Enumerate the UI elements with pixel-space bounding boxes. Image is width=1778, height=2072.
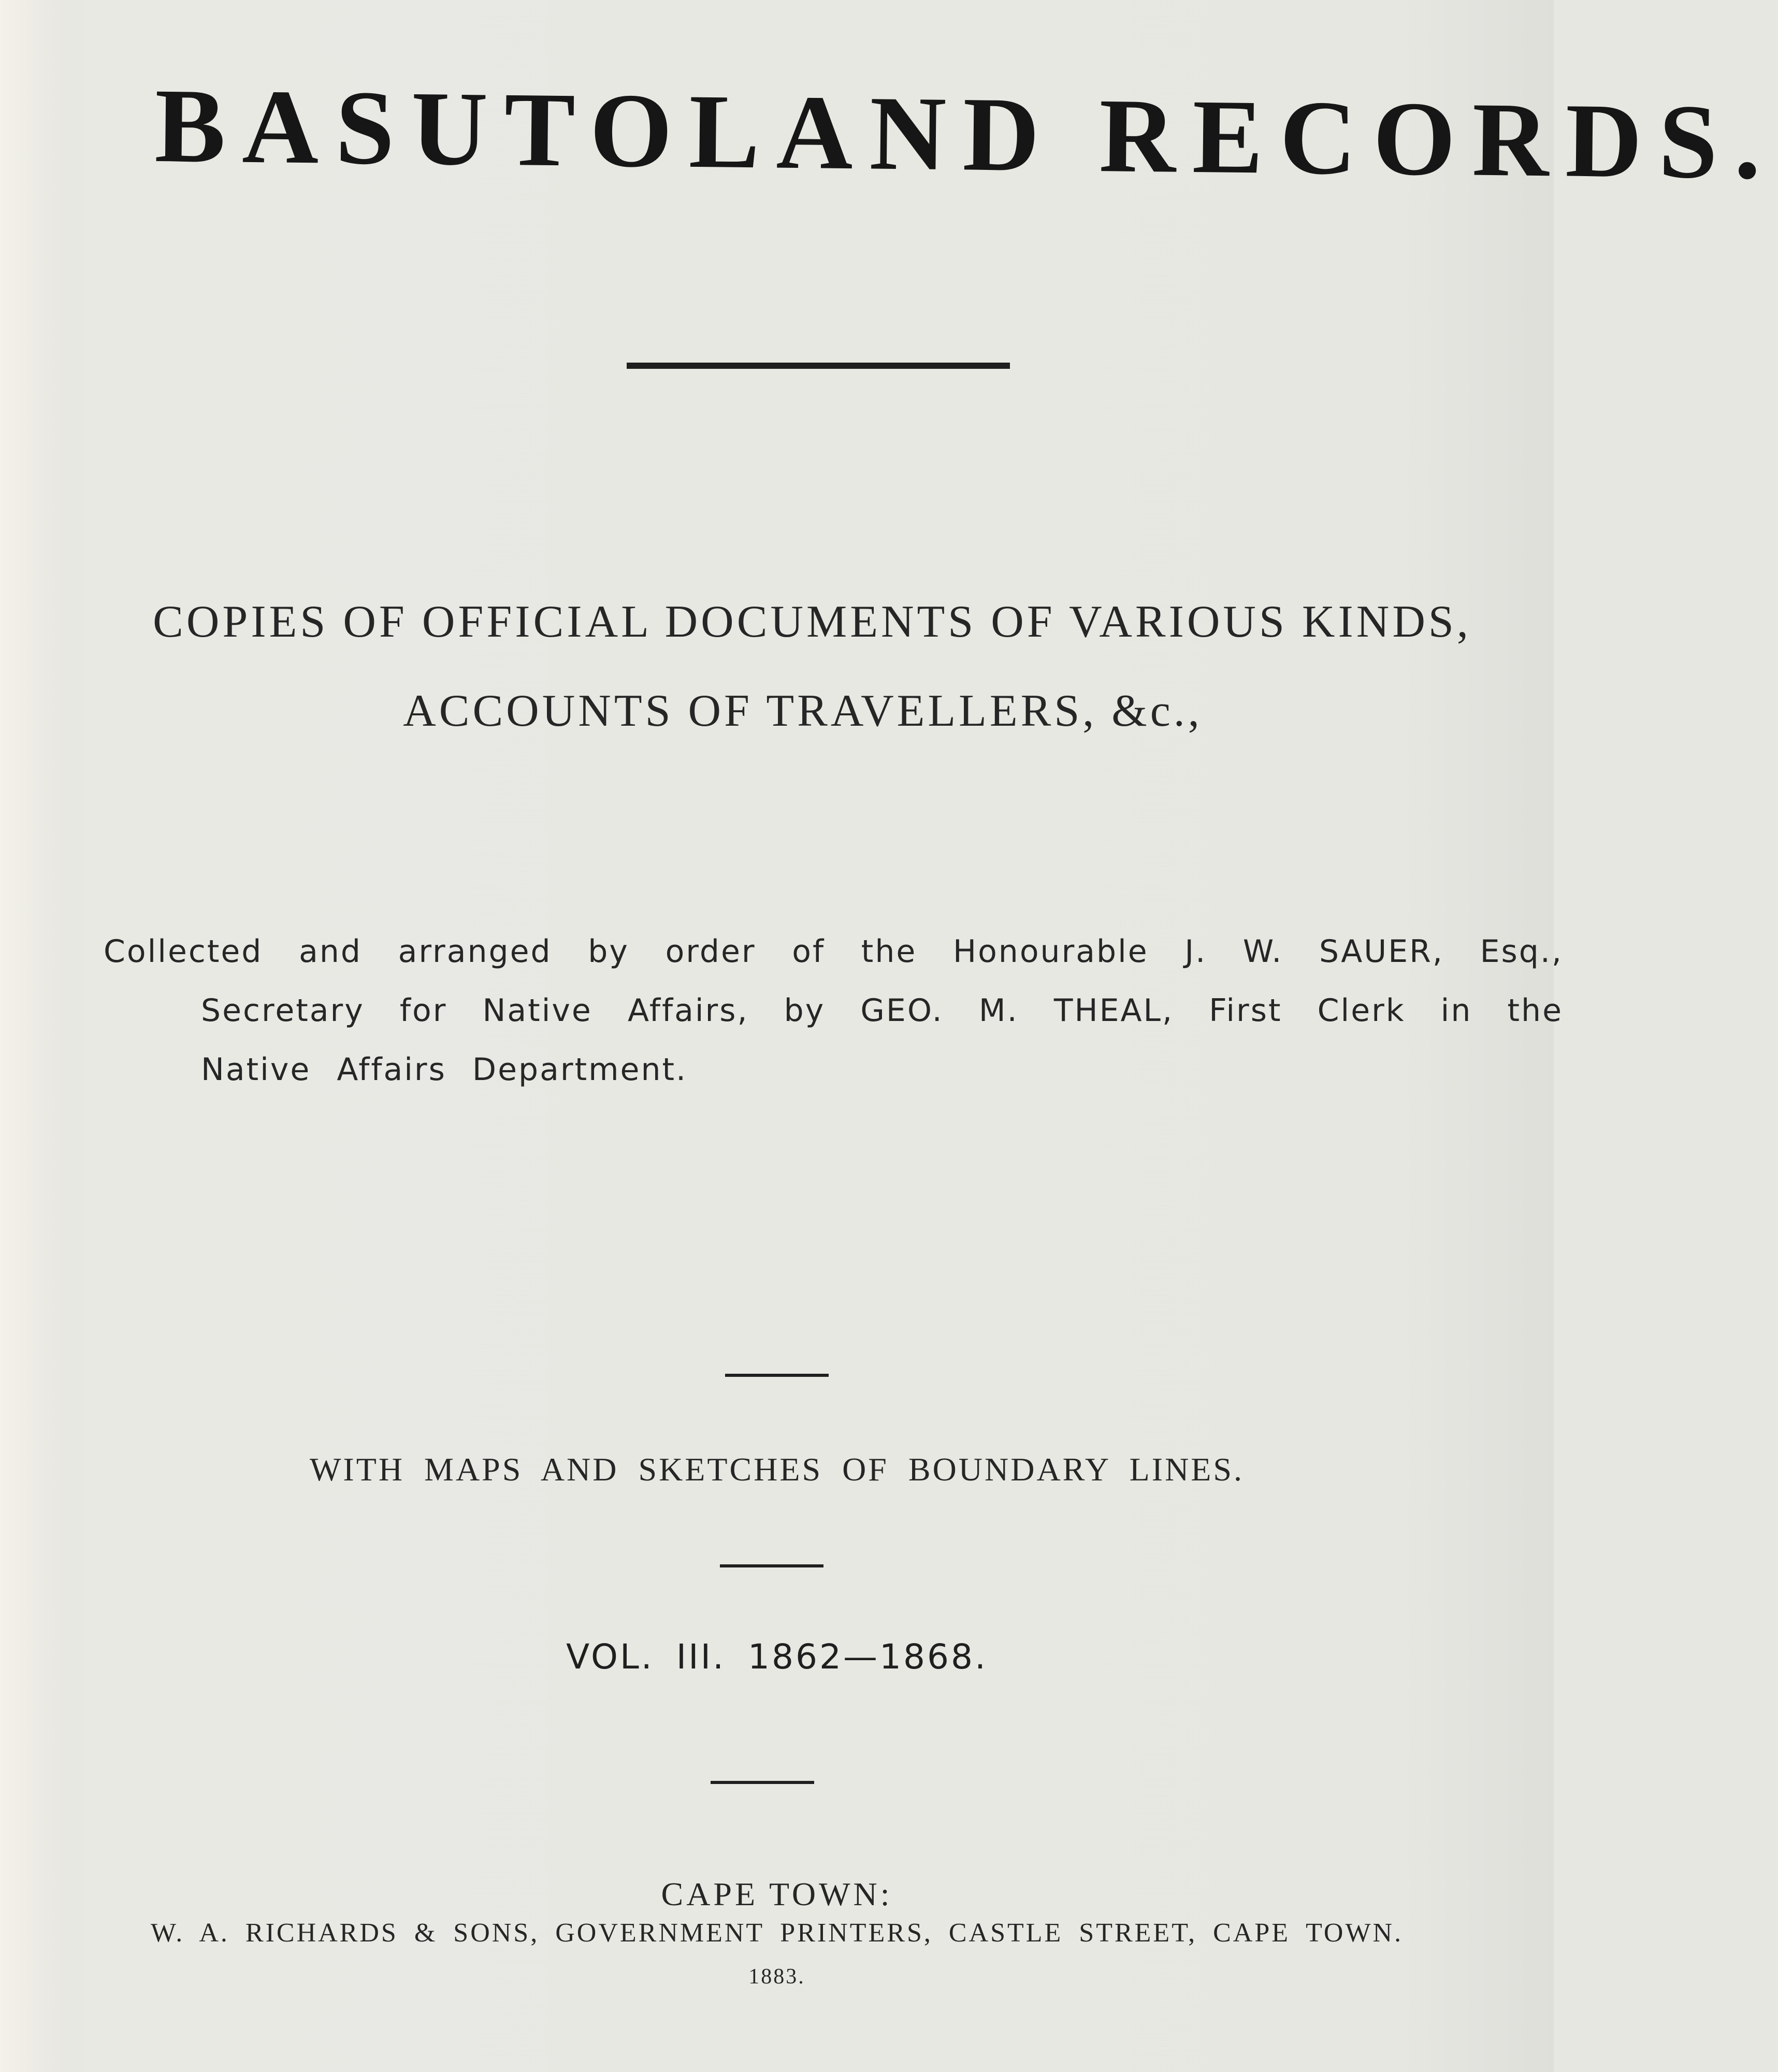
subtitle-line-1: COPIES OF OFFICIAL DOCUMENTS OF VARIOUS KINDS, <box>153 597 1471 647</box>
section-divider-rule <box>720 1564 823 1567</box>
imprint-printer: W. A. RICHARDS & SONS, GOVERNMENT PRINTERS, CASTLE STREET, CAPE TOWN. <box>150 1918 1404 1948</box>
title-divider-rule <box>627 363 1010 369</box>
imprint-place: CAPE TOWN: <box>661 1876 893 1912</box>
section-divider-rule <box>725 1374 829 1377</box>
subtitle-line-2: ACCOUNTS OF TRAVELLERS, &c., <box>403 686 1203 736</box>
page-gutter-shadow <box>0 0 73 2072</box>
maps-note: WITH MAPS AND SKETCHES OF BOUNDARY LINES. <box>310 1451 1244 1488</box>
volume-designation: VOL. III. 1862—1868. <box>566 1637 988 1677</box>
compiler-credit-paragraph: Collected and arranged by order of the Honourable J. W. SAUER, Esq., Secretary for Native Affairs, by GEO. M. THEAL, First Clerk in the Native Affairs Department. <box>104 933 1563 1088</box>
section-divider-rule <box>711 1781 814 1784</box>
book-title: BASUTOLAND RECORDS. <box>154 67 1778 202</box>
imprint-year: 1883. <box>748 1965 805 1989</box>
